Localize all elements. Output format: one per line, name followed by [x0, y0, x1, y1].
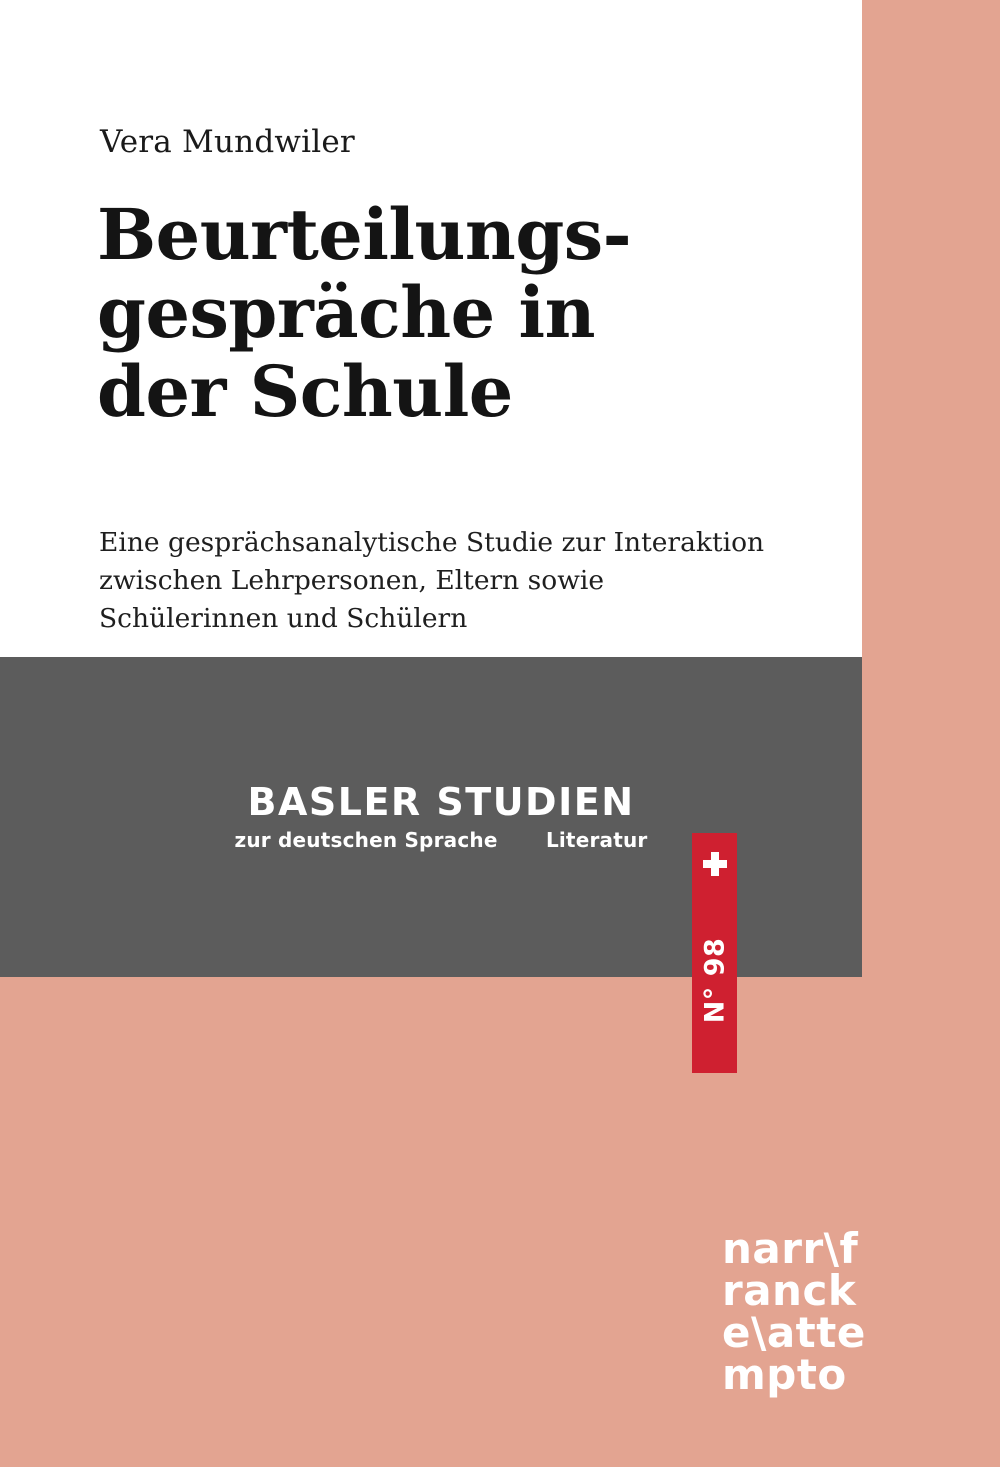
series-subtitle-part-2: Literatur [545, 828, 648, 852]
series-name: BASLER STUDIEN [247, 780, 635, 824]
book-title-line-2: gespräche in [97, 271, 595, 355]
publisher-logo-line-1: narr\f [722, 1224, 859, 1273]
book-title-line-3: der Schule [97, 349, 513, 433]
author-name: Vera Mundwiler [100, 124, 355, 160]
swiss-cross-icon [703, 852, 727, 876]
series-issue-number: N° 98 [699, 937, 730, 1024]
book-subtitle-line-1: Eine gesprächsanalytische Studie zur Interaktion [99, 527, 765, 558]
publisher-logo-line-3: e\atte [722, 1308, 866, 1357]
book-title [97, 193, 797, 433]
book-subtitle-line-3: Schülerinnen und Schülern [99, 603, 468, 635]
book-subtitle-line-2: zwischen Lehrpersonen, Eltern sowie [99, 565, 605, 597]
series-subtitle-part-1: zur deutschen Sprache [234, 828, 498, 852]
publisher-logo-line-2: ranck [722, 1266, 857, 1315]
publisher-logo-line-4: mpto [722, 1350, 847, 1399]
publisher-logo [722, 1224, 882, 1399]
series-issue-bar [692, 833, 737, 1073]
book-subtitle [99, 524, 779, 638]
book-title-line-1: Beurteilungs- [97, 193, 632, 276]
